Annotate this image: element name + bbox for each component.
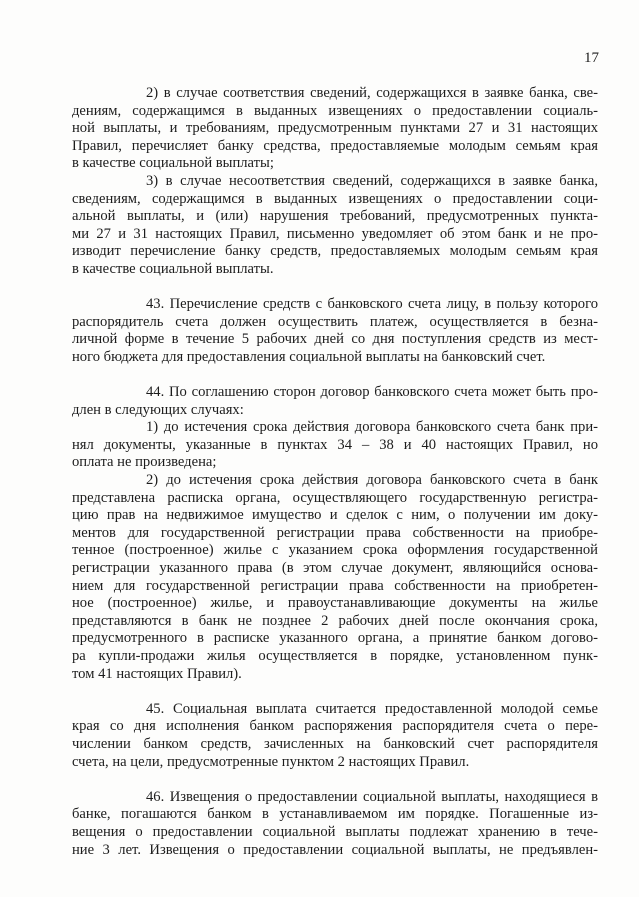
paragraph-line: ми 27 и 31 настоящих Правил, письменно уведомляет об этом банк и не про- — [72, 225, 598, 242]
paragraph-line: счета, на цели, предусмотренные пунктом 2 настоящих Правил. — [72, 753, 470, 770]
paragraph-line: нял документы, указанные в пунктах 34 – 38 и 40 настоящих Правил, но — [72, 436, 598, 453]
paragraph-line: изводит перечисление банку средств, предоставляемых молодым семьям края — [72, 243, 598, 260]
paragraph-line: 3) в случае несоответствия сведений, содержащихся в заявке банка, — [146, 172, 598, 189]
paragraph-line: цию прав на недвижимое имущество и сделок с ним, о получении им доку- — [72, 507, 598, 524]
paragraph-line: вещения о предоставлении социальной выплаты подлежат хранению в тече- — [72, 823, 598, 840]
paragraph-line: ра купли-продажи жилья осуществляется в порядке, установленном пунк- — [72, 648, 598, 664]
paragraph-line: ние 3 лет. Извещения о предоставлении социальной выплаты, не предъявлен- — [72, 841, 598, 858]
paragraph-line: Правил, перечисляет банку средства, предоставляемые молодым семьям края — [72, 137, 598, 154]
paragraph-line: 2) до истечения срока действия договора банковского счета в банк — [146, 472, 598, 489]
paragraph-line: сведениям, содержащимся в выданных извещениях о предоставлении соци- — [72, 190, 598, 207]
paragraph-line: в качестве социальной выплаты. — [72, 260, 274, 277]
paragraph-line: в качестве социальной выплаты; — [72, 155, 274, 172]
paragraph-line: предусмотренного в расписке указанного органа, а принятие банком догово- — [72, 630, 598, 647]
paragraph-line: 44. По соглашению сторон договор банковского счета может быть про- — [146, 384, 598, 401]
paragraph-line: 45. Социальная выплата считается предоставленной молодой семье — [146, 700, 598, 717]
paragraph-line: 1) до истечения срока действия договора банковского счета банк при- — [146, 419, 598, 436]
paragraph-line: ного бюджета для предоставления социальной выплаты на банковский счет. — [72, 348, 546, 365]
paragraph-line: края со дня исполнения банком распоряжения распорядителя счета о пере- — [72, 718, 598, 735]
paragraph-line: дениям, содержащимся в выданных извещениях о предоставлении социаль- — [72, 102, 598, 119]
paragraph-line: представлена расписка органа, осуществляющего государственную регистра- — [72, 489, 598, 506]
paragraph-line: длен в следующих случаях: — [72, 401, 244, 418]
paragraph-line: 43. Перечисление средств с банковского счета лицу, в пользу которого — [146, 296, 598, 313]
paragraph-line: регистрации указанного права (в этом случае документ, являющийся основа- — [72, 560, 598, 577]
page-number: 17 — [584, 50, 599, 66]
paragraph-line: том 41 настоящих Правил). — [72, 665, 242, 682]
paragraph-line: распорядитель счета должен осуществить платеж, осуществляется в безна- — [72, 313, 598, 330]
paragraph-line: нием для государственной регистрации права собственности на приобретен- — [72, 577, 598, 594]
paragraph-line: ное (построенное) жилье, и правоустанавливающие документы на жилье — [72, 595, 598, 612]
paragraph-line: числении банком средств, зачисленных на банковский счет распорядителя — [72, 735, 598, 752]
paragraph-line: личной форме в течение 5 рабочих дней со дня поступления средств из мест- — [72, 331, 598, 348]
paragraph-line: оплата не произведена; — [72, 454, 217, 471]
paragraph-line: 2) в случае соответствия сведений, содержащихся в заявке банка, све- — [146, 85, 598, 101]
paragraph-line: ной выплаты, и требованиям, предусмотренным пунктами 27 и 31 настоящих — [72, 120, 598, 137]
paragraph-line: 46. Извещения о предоставлении социальной выплаты, находящиеся в — [146, 788, 598, 805]
paragraph-line: ментов для государственной регистрации права собственности на приобре- — [72, 524, 598, 541]
paragraph-line: представляются в банк не позднее 2 рабочих дней после окончания срока, — [72, 612, 598, 629]
document-body — [72, 85, 598, 859]
paragraph-line: банке, погашаются банком в устанавливаемом им порядке. Погашенные из- — [72, 806, 598, 823]
paragraph-line: альной выплаты, и (или) нарушения требований, предусмотренных пункта- — [72, 208, 598, 225]
paragraph-line: тенное (построенное) жилье с указанием срока оформления государственной — [72, 542, 598, 559]
